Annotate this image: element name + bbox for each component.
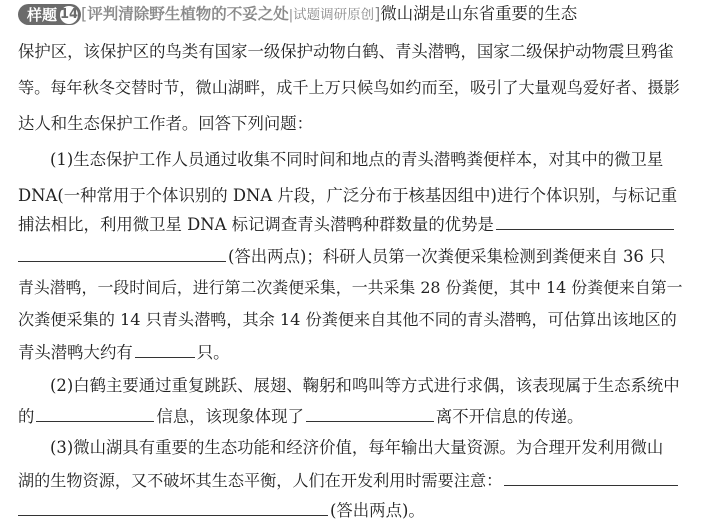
answer-blank-q1-advantages-1[interactable] [496,214,674,230]
q3-line-1: (3)微山湖具有重要的生态功能和经济价值，每年输出大量资源。为合理开发利用微山 [50,438,664,457]
q1-line-5: 青头潜鸭，一段时间后，进行第二次粪便采集，一共采集 28 份粪便，其中 14 份粪便来自第一 [18,278,683,297]
q2-line-1: (2)白鹤主要通过重复跳跃、展翅、鞠躬和鸣叫等方式进行求偶，该表现属于生态系统中 [50,376,680,395]
q3-line-2 [18,470,682,490]
question-source: 试题调研原创 [293,7,375,23]
intro-line-2: 保护区，该保护区的鸟类有国家一级保护动物白鹤、青头潜鸭，国家二级保护动物震旦鸦雀 [18,42,674,61]
title-separator: | [288,8,294,23]
q3-line-3 [18,500,682,520]
q1-line-6: 次粪便采集的 14 只青头潜鸭，其余 14 份粪便来自其他不同的青头潜鸭，可估算出该地区的 [18,310,677,329]
answer-blank-q3-1[interactable] [504,470,678,486]
q1-line-7-tail: 只。 [196,343,230,362]
q2-line-2-head: 的 [18,407,35,426]
q1-line-4 [18,246,682,266]
q1-line-7 [18,342,682,362]
intro-line-1-tail: 微山湖是山东省重要的生态 [380,4,578,23]
answer-blank-q2-info-type[interactable] [36,406,154,422]
answer-blank-q1-advantages-2[interactable] [18,246,226,262]
q2-line-2-tail: 离不开信息的传递。 [435,407,584,426]
bracket-close: ] [374,4,381,23]
q1-line-4-text: (答出两点)；科研人员第一次粪便采集检测到粪便来自 36 只 [228,247,666,266]
tag-number: 14 [60,6,79,22]
q1-line-3-text: 捕法相比，利用微卫星 DNA 标记调查青头潜鸭种群数量的优势是 [18,215,494,234]
answer-blank-q3-2[interactable] [18,500,328,516]
question-header-line [18,4,682,24]
q1-line-1: (1)生态保护工作人员通过收集不同时间和地点的青头潜鸭粪便样本，对其中的微卫星 [50,150,664,169]
question-title: 评判清除野生植物的不妥之处 [87,5,289,23]
q1-line-7-head: 青头潜鸭大约有 [18,343,133,362]
intro-line-3: 等。每年秋冬交替时节，微山湖畔，成千上万只候鸟如约而至，吸引了大量观鸟爱好者、摄影 [18,78,680,97]
q2-line-2 [18,406,682,426]
q3-line-2-text: 湖的生物资源，又不破坏其生态平衡，人们在开发利用时需要注意： [18,471,503,490]
q2-line-2-mid: 信息，该现象体现了 [156,407,304,426]
q1-line-3 [18,214,682,234]
bracket-open: [ [81,4,88,23]
sample-question-tag [18,4,81,25]
intro-line-4: 达人和生态保护工作者。回答下列问题： [18,114,314,133]
tag-label: 样题 [27,5,58,24]
answer-blank-q1-population[interactable] [135,342,195,358]
q1-line-2: DNA(一种常用于个体识别的 DNA 片段，广泛分布于核基因组中)进行个体识别，与标记重 [18,186,678,205]
q3-line-3-tail: (答出两点)。 [330,501,425,520]
answer-blank-q2-concept[interactable] [306,406,434,422]
